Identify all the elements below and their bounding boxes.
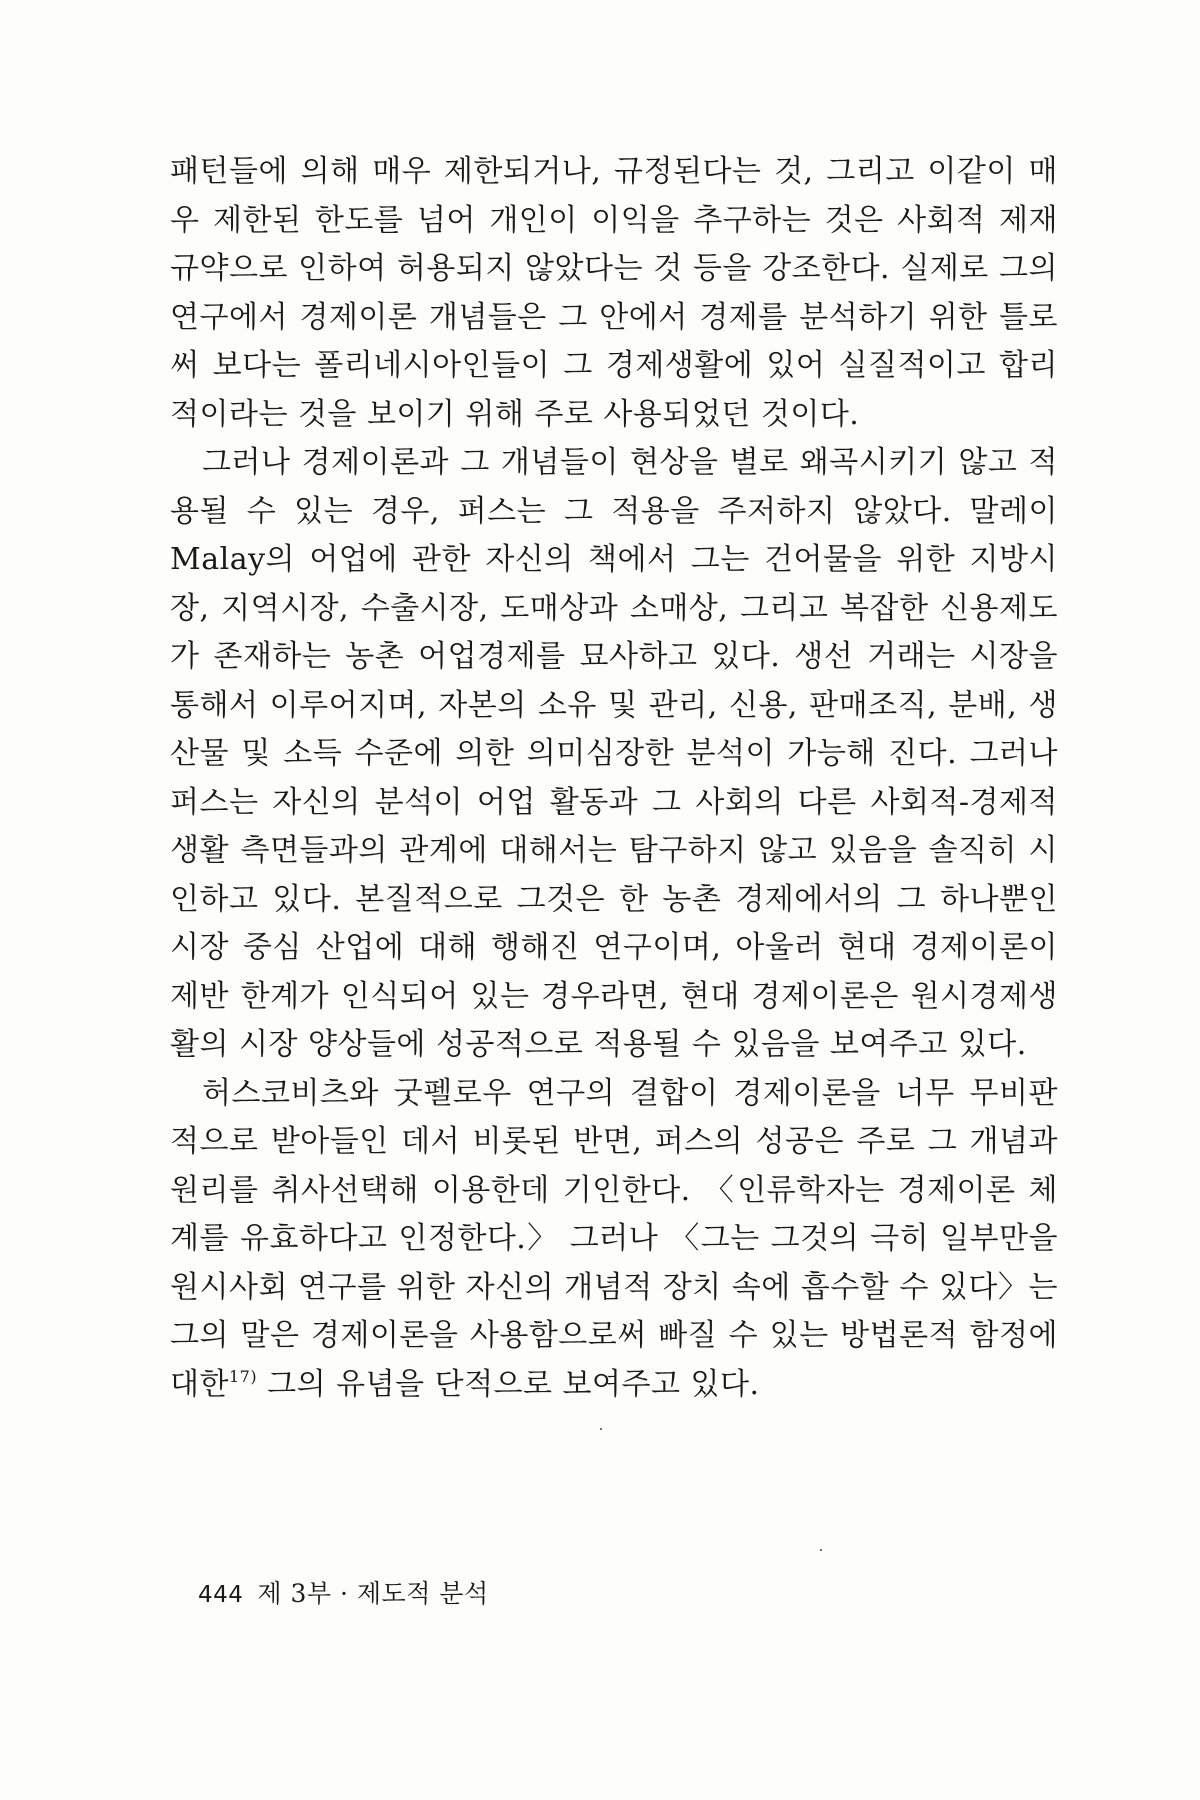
page-footer <box>198 1574 489 1610</box>
running-footer-section: 제 3부 · 제도적 분석 <box>257 1579 489 1608</box>
body-text <box>170 148 1058 1409</box>
page-number: 444 <box>198 1582 244 1608</box>
paragraph-3-text-after-note: 그의 유념을 단적으로 보여주고 있다. <box>257 1366 760 1402</box>
paragraph-2 <box>170 439 1058 1070</box>
scan-speck <box>820 1549 822 1551</box>
paragraph-3-text-before-note: 허스코비츠와 굿펠로우 연구의 결합이 경제이론을 너무 무비판적으로 받아들인 데서 비롯된 반면, 퍼스의 성공은 주로 그 개념과 원리를 취사선택해 이용한데 기인한다. 〈인류학자는 경제이론 체계를 유효하다고 인정한다.〉 그러나 〈그는 그것의 극히 일부만을 원시사회 연구를 위한 자신의 개념적 장치 속에 흡수할 수 있다〉는 그의 말은 경제이론을 사용함으로써 빠질 수 있는 방법론적 함정에 대한 <box>170 1075 1058 1402</box>
footnote-reference: 17) <box>228 1366 258 1386</box>
paragraph-1-text: 패턴들에 의해 매우 제한되거나, 규정된다는 것, 그리고 이같이 매우 제한된 한도를 넘어 개인이 이익을 추구하는 것은 사회적 제재 규약으로 인하여 허용되지 않았다는 것 등을 강조한다. 실제로 그의 연구에서 경제이론 개념들은 그 안에서 경제를 분석하기 위한 틀로써 보다는 폴리네시아인들이 그 경제생활에 있어 실질적이고 합리적이라는 것을 보이기 위해 주로 사용되었던 것이다. <box>170 154 1058 432</box>
paragraph-1 <box>170 148 1058 439</box>
paragraph-2-text: 그러나 경제이론과 그 개념들이 현상을 별로 왜곡시키기 않고 적용될 수 있는 경우, 퍼스는 그 적용을 주저하지 않았다. 말레이 Malay의 어업에 관한 자신의 책에서 그는 건어물을 위한 지방시장, 지역시장, 수출시장, 도매상과 소매상, 그리고 복잡한 신용제도가 존재하는 농촌 어업경제를 묘사하고 있다. 생선 거래는 시장을 통해서 이루어지며, 자본의 소유 및 관리, 신용, 판매조직, 분배, 생산물 및 소득 수준에 의한 의미심장한 분석이 가능해 진다. 그러나 퍼스는 자신의 분석이 어업 활동과 그 사회의 다른 사회적-경제적 생활 측면들과의 관계에 대해서는 탐구하지 않고 있음을 솔직히 시인하고 있다. 본질적으로 그것은 한 농촌 경제에서의 그 하나뿐인 시장 중심 산업에 대해 행해진 연구이며, 아울러 현대 경제이론이 제반 한계가 인식되어 있는 경우라면, 현대 경제이론은 원시경제생활의 시장 양상들에 성공적으로 적용될 수 있음을 보여주고 있다. <box>170 445 1058 1062</box>
scan-speck <box>600 1428 602 1430</box>
paragraph-3 <box>170 1070 1058 1410</box>
